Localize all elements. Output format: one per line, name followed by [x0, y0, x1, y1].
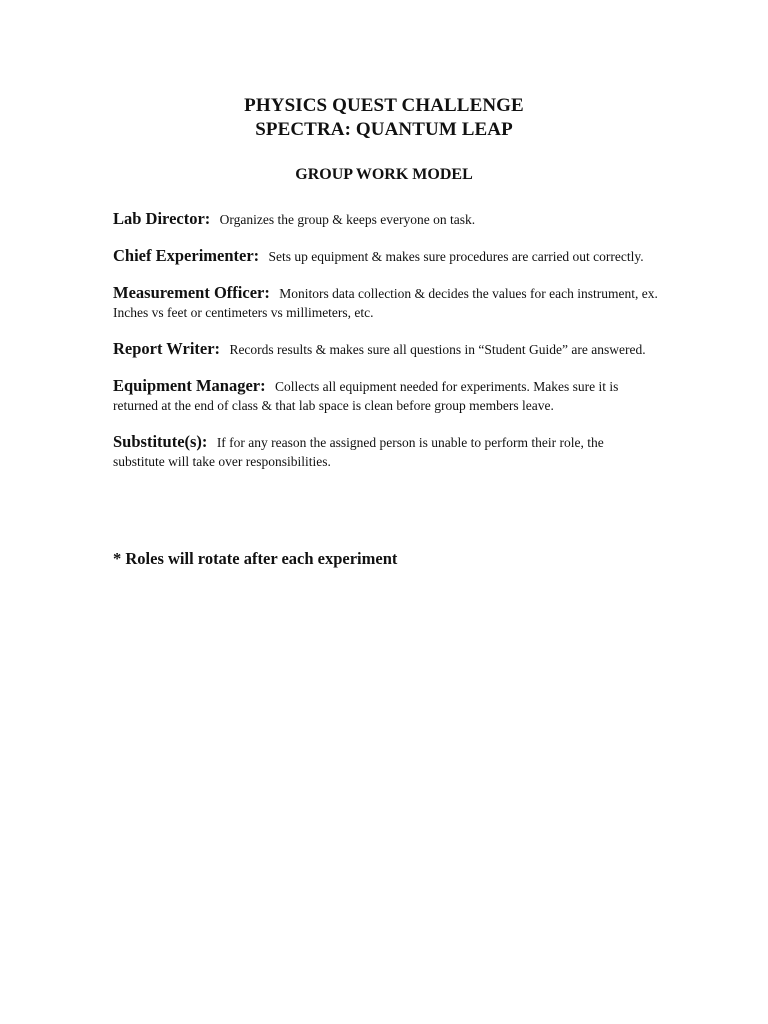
- role-name: Lab Director:: [113, 209, 211, 228]
- role-description: If for any reason the assigned person is unable to perform their role, the substitute will take over responsibilities.: [113, 435, 604, 469]
- role-description: Sets up equipment & makes sure procedures are carried out correctly.: [268, 249, 644, 264]
- role-equipment-manager: [113, 376, 658, 415]
- footnote: * Roles will rotate after each experiment: [113, 549, 398, 568]
- role-description: Organizes the group & keeps everyone on task.: [219, 212, 476, 227]
- role-name: Measurement Officer:: [113, 283, 270, 302]
- title-line-1: PHYSICS QUEST CHALLENGE: [244, 95, 524, 116]
- role-measurement-officer: [113, 283, 658, 322]
- role-report-writer: [113, 339, 658, 359]
- role-chief-experimenter: [113, 246, 658, 266]
- role-description: Monitors data collection & decides the values for each instrument, ex. Inches vs feet or centimeters vs millimeters, etc.: [113, 286, 658, 320]
- role-name: Equipment Manager:: [113, 376, 266, 395]
- role-name: Chief Experimenter:: [113, 246, 260, 265]
- role-lab-director: [113, 209, 658, 229]
- role-name: Substitute(s):: [113, 432, 208, 451]
- role-description: Records results & makes sure all questions in “Student Guide” are answered.: [229, 342, 646, 357]
- role-name: Report Writer:: [113, 339, 221, 358]
- roles-list: [113, 209, 658, 488]
- role-description: Collects all equipment needed for experiments. Makes sure it is returned at the end of class & that lab space is clean before group members leave.: [113, 379, 619, 413]
- title-line-2: SPECTRA: QUANTUM LEAP: [255, 119, 513, 140]
- role-substitutes: [113, 432, 658, 471]
- document-title: [0, 94, 768, 142]
- section-heading: GROUP WORK MODEL: [295, 166, 473, 183]
